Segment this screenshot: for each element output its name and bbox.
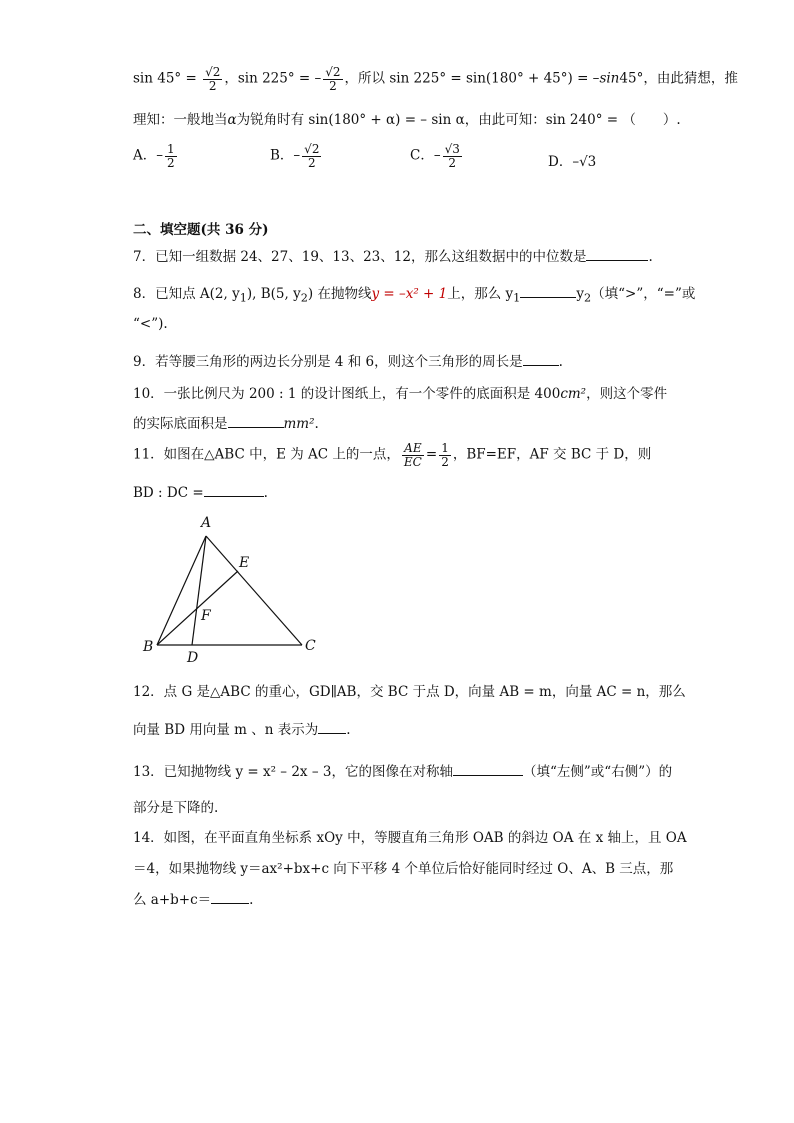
label-e: E (239, 555, 250, 571)
q6-text: sin 45° = (133, 70, 202, 87)
q11-line2: BD : DC = . (133, 485, 268, 501)
q6-text: ，所以 sin 225° = sin(180° + 45°) = – (344, 70, 600, 87)
section-title: 二、填空题(共 36 分) (133, 222, 269, 238)
q13-line1: 13．已知抛物线 y = x² – 2x – 3，它的图像在对称轴 （填“左侧”或“右侧”）的 (133, 764, 673, 780)
q6-text: 理知：一般地当 (133, 112, 228, 128)
answer-blank[interactable] (204, 484, 264, 497)
q8-line2: “<”). (133, 316, 168, 332)
label-a: A (201, 515, 212, 531)
fraction: $\frac{√2}{2}$ (325, 65, 341, 93)
q6-text: ，sin 225° = – (224, 70, 322, 87)
q8-line1: 8．已知点 A(2, $y_1$), B(5, $y_2$) 在抛物线y = –x² + 1上，那么 $y_1$ $y_2$（填“>”，“=”或 (133, 286, 696, 305)
q10-line2: 的实际底面积是 mm². (133, 416, 319, 432)
triangle-figure (135, 508, 325, 668)
answer-blank[interactable] (318, 721, 346, 734)
answer-blank[interactable] (523, 353, 559, 366)
option-b[interactable]: B．– $\frac{√2}{2}$ (270, 142, 320, 170)
q14-line2: ＝4，如果抛物线 y＝ax²+bx+c 向下平移 4 个单位后恰好能同时经过 O、A、B 三点，那 (133, 861, 674, 877)
option-a[interactable]: A．– $\frac{1}{2}$ (133, 142, 175, 170)
option-d[interactable]: D．–√3 (548, 154, 597, 170)
side-ac (206, 536, 302, 645)
label-d: D (187, 650, 199, 666)
q12-line1: 12．点 G 是△ABC 的重心，GD∥AB，交 BC 于点 D，向量 AB = m，向量 AC = n，那么 (133, 684, 686, 700)
answer-blank[interactable] (211, 891, 249, 904)
q11-line1: 11．如图在△ABC 中，E 为 AC 上的一点， $\frac{AE}{EC}$ = $\frac{1}{2}$ ，BF=EF，AF 交 BC 于 D，则 (133, 441, 652, 469)
q13-line2: 部分是下降的. (133, 800, 219, 816)
q6-text: sin (599, 70, 620, 87)
label-c: C (305, 638, 316, 654)
answer-blank[interactable] (586, 248, 648, 261)
q14-line3: 么 a+b+c＝ . (133, 892, 254, 908)
q12-line2: 向量 BD 用向量 m 、n 表示为 . (133, 722, 351, 738)
answer-blank[interactable] (520, 285, 576, 298)
label-b: B (143, 639, 154, 655)
alpha-symbol: α (227, 112, 237, 128)
label-f: F (201, 608, 211, 624)
parabola-equation: y = –x² + 1 (371, 286, 448, 302)
option-c[interactable]: C．– $\frac{√3}{2}$ (410, 142, 460, 170)
segment-be (157, 571, 238, 645)
q7: 7．已知一组数据 24、27、19、13、23、12，那么这组数据中的中位数是 . (133, 249, 653, 265)
q6-text: 为锐角时有 sin(180° + α) = – sin α，由此可知：sin 240° = （ ）. (236, 112, 681, 128)
fraction: $\frac{√2}{2}$ (205, 65, 221, 93)
answer-blank[interactable] (453, 763, 523, 776)
q9: 9．若等腰三角形的两边长分别是 4 和 6，则这个三角形的周长是 . (133, 354, 563, 370)
q10-line1: 10．一张比例尺为 200 : 1 的设计图纸上，有一个零件的底面积是 400cm²，则这个零件 (133, 386, 668, 402)
q6-text: 45°，由此猜想，推 (619, 70, 738, 87)
q6-line2 (133, 108, 681, 128)
answer-blank[interactable] (228, 415, 284, 428)
q6-line1 (133, 66, 738, 92)
q14-line1: 14．如图，在平面直角坐标系 xOy 中，等腰直角三角形 OAB 的斜边 OA 在 x 轴上，且 OA (133, 830, 687, 846)
